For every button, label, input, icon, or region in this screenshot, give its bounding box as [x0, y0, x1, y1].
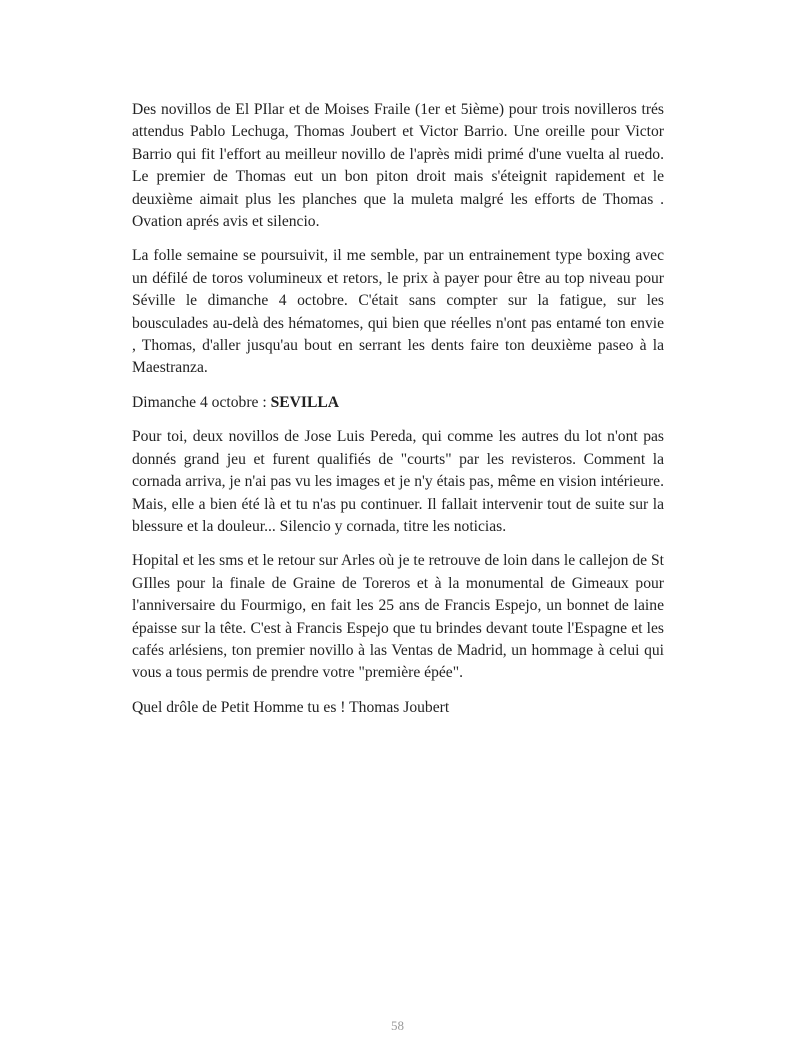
date-line-prefix: Dimanche 4 octobre : [132, 393, 271, 411]
paragraph-pour-toi: Pour toi, deux novillos de Jose Luis Pereda, qui comme les autres du lot n'ont pas donnés grand jeu et furent qualifiés de "courts" par les revisteros. Comment la cornada arriva, je n'ai pas vu les images et je n'y étais pas, même en vision intérieure. Mais, elle a bien été là et tu n'as pu continuer. Il fallait intervenir tout de suite sur la blessure et la douleur... Silencio y cornada, titre les noticias. [132, 428, 664, 535]
paragraph-folle-semaine: La folle semaine se poursuivit, il me semble, par un entrainement type boxing avec un défilé de toros volumineux et retors, le prix à payer pour être au top niveau pour Séville le dimanche 4 octobre. C'était sans compter sur la fatigue, sur les bousculades au-delà des hématomes, qui bien que réelles n'ont pas entamé ton envie , Thomas, d'aller jusqu'au bout en serrant les dents faire ton deuxième paseo à la Maestranza. [132, 247, 664, 377]
closing-line: Quel drôle de Petit Homme tu es ! Thomas Joubert [132, 698, 450, 716]
document-body [132, 99, 664, 731]
page-number: 58 [391, 1018, 404, 1033]
paragraph-novillos: Des novillos de El PIlar et de Moises Fraile (1er et 5ième) pour trois novilleros trés attendus Pablo Lechuga, Thomas Joubert et Victor Barrio. Une oreille pour Victor Barrio qui fit l'effort au meilleur novillo de l'après midi primé d'une vuelta al ruedo. Le premier de Thomas eut un bon piton droit mais s'éteignit rapidement et le deuxième aimait plus les planches que la muleta malgré les efforts de Thomas . Ovation aprés avis et silencio. [132, 101, 664, 231]
date-line [132, 392, 664, 414]
date-line-place: SEVILLA [270, 393, 340, 411]
paragraph-hopital: Hopital et les sms et le retour sur Arles où je te retrouve de loin dans le callejon de St GIlles pour la finale de Graine de Toreros et à la monumental de Gimeaux pour l'anniversaire du Fourmigo, en fait les 25 ans de Francis Espejo, un bonnet de laine épaisse sur la tête. C'est à Francis Espejo que tu brindes devant toute l'Espagne et les cafés arlésiens, ton premier novillo à las Ventas de Madrid, un hommage à celui qui vous a tous permis de prendre votre "première épée". [132, 552, 664, 682]
